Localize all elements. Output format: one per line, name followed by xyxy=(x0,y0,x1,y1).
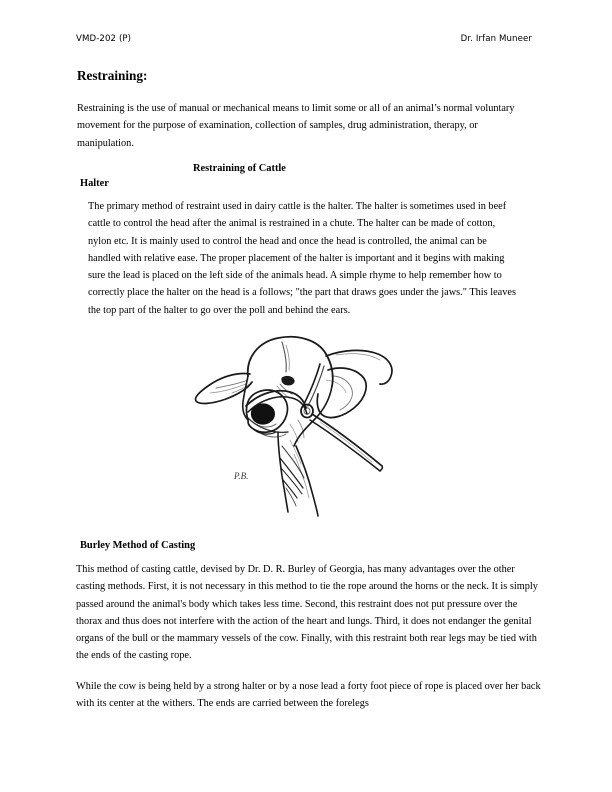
burley-paragraph: This method of casting cattle, devised by Dr. D. R. Burley of Georgia, has many advantages over the other casting methods. First, it is not necessary in this method to tie the rope around the horns or the neck. It is simply passed around the animal's body which takes less time. Second, this restraint does not put pressure over the thorax and thus does not interfere with the action of the heart and lungs. Third, it does not endanger the genital organs of the bull or the mammary vessels of the cow. Finally, with this restraint both rear legs may be tied with the ends of the casting rope. xyxy=(76,564,538,662)
page-title: Restraining: xyxy=(77,68,148,83)
header-instructor-name: Dr. Irfan Muneer xyxy=(460,34,532,44)
subsection-heading-burley-method: Burley Method of Casting xyxy=(80,540,196,551)
header-course-code: VMD-202 (P) xyxy=(76,34,132,44)
halter-paragraph: The primary method of restraint used in dairy cattle is the halter. The halter is sometimes used in beef cattle to control the head after the animal is restrained in a chute. The halter can be made of cotton, nylon etc. It is mainly used to control the head and once the head is controlled, the animal can be handled with relative ease. The proper placement of the halter is important and it begins with making sure the lead is placed on the left side of the animals head. A simple rhyme to help remember how to correctly place the halter on the head is a follows; "the part that draws goes under the jaws." This leaves the top part of the halter to go over the poll and behind the ears. xyxy=(88,201,516,316)
document-header xyxy=(76,34,532,44)
section-heading-restraining-of-cattle: Restraining of Cattle xyxy=(193,163,286,174)
cow-head-halter-illustration xyxy=(186,328,426,518)
subsection-heading-halter: Halter xyxy=(80,178,109,189)
intro-paragraph: Restraining is the use of manual or mechanical means to limit some or all of an animal’s normal voluntary movement for the purpose of examination, collection of samples, drug administration, therapy, or manipulation. xyxy=(77,103,515,149)
casting-procedure-paragraph: While the cow is being held by a strong halter or by a nose lead a forty foot piece of rope is placed over her back with its center at the withers. The ends are carried between the forelegs xyxy=(76,681,541,710)
cow-drawing-svg xyxy=(186,328,426,518)
artist-signature: P.B. xyxy=(234,471,249,481)
